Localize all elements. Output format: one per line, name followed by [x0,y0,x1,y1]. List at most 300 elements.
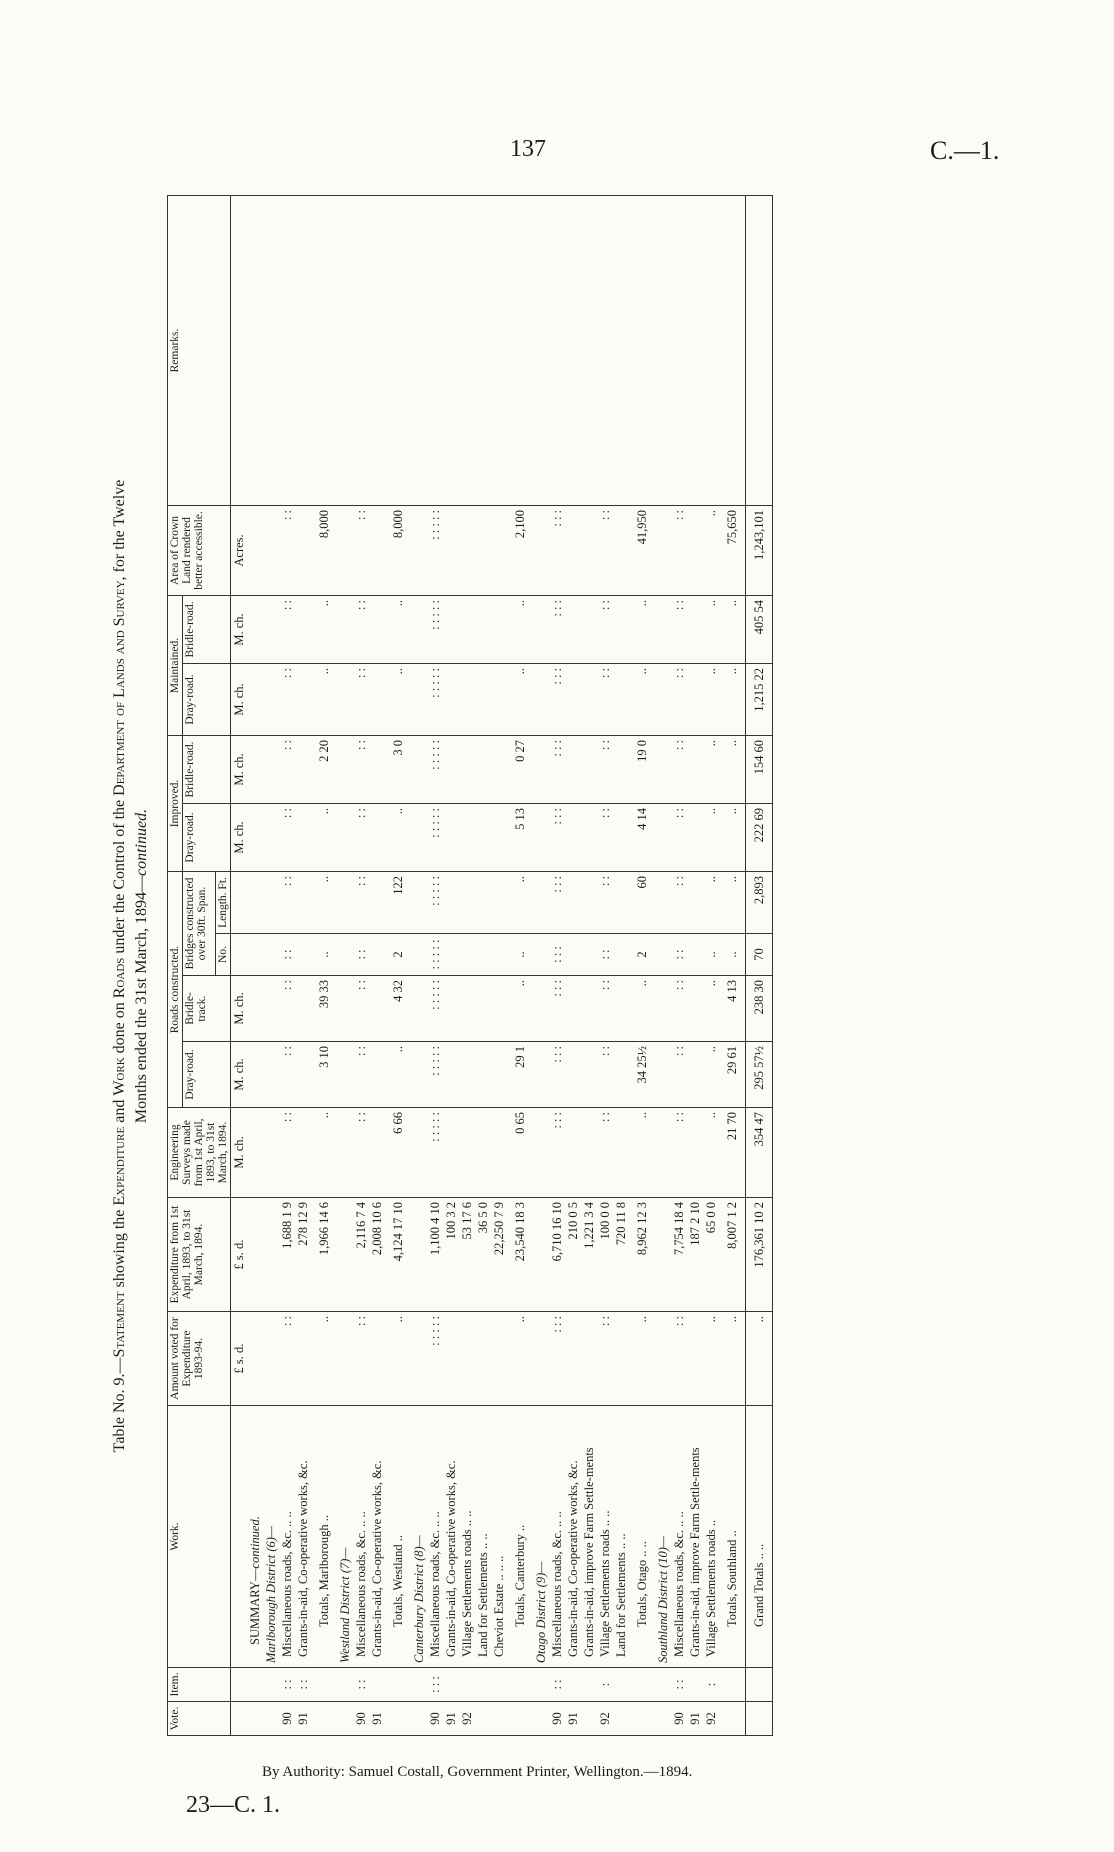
cell-work: Village Settlements roads .. .. [459,1406,475,1668]
cell-id: 4 14 [629,803,655,871]
cell-mb: : : [353,595,369,663]
cell-ar [443,505,459,595]
cell-exp: 53 17 6 [459,1198,475,1312]
cell-empty [411,976,427,1042]
cell-vote [491,1702,507,1736]
cell-md: : : : [549,663,565,735]
cell-amount: : : [353,1312,369,1406]
cell-remarks [687,195,703,505]
cell-cd [443,1042,459,1108]
cell-bn: .. [507,934,533,976]
cell-ib: .. [703,735,719,803]
cell-empty [247,195,263,505]
cell-empty [533,1042,549,1108]
cell-remarks [746,195,773,505]
cell-vote [613,1702,629,1736]
cell-id [687,803,703,871]
header-surveys: Engineering Surveys made from 1st April, 1893, to 31st March, 1894. [168,1108,231,1198]
cell-surv [565,1108,581,1198]
cell-empty [411,505,427,595]
cell-amount [459,1312,475,1406]
cell-item [475,1668,491,1702]
title-department: Department of Lands and Survey [111,580,128,796]
cell-id [565,803,581,871]
unit-amount: £ s. d. [231,1312,248,1406]
cell-md: : : : : : [427,663,443,735]
cell-cb: .. [507,976,533,1042]
district-heading: Otago District (9)— [533,1406,549,1668]
cell-bn: 2 [385,934,411,976]
imprint-line: By Authority: Samuel Costall, Government Printer, Wellington.—1894. [262,1764,693,1780]
sheet-mark: 23—C. 1. [186,1792,281,1818]
cell-work: Miscellaneous roads, &c. .. .. [353,1406,369,1668]
cell-exp: 36 5 0 [475,1198,491,1312]
cell-surv [613,1108,629,1198]
cell-ib: .. [719,735,746,803]
cell-empty [247,1668,263,1702]
cell-item [507,1668,533,1702]
cell-exp: 4,124 17 10 [385,1198,411,1312]
cell-vote: 90 [427,1702,443,1736]
cell-mb [565,595,581,663]
cell-ar: 2,100 [507,505,533,595]
cell-mb: .. [719,595,746,663]
table-row [443,195,459,1735]
cell-empty [655,803,671,871]
cell-bn: .. [703,934,719,976]
unit-constructed-bridle: M. ch. [231,976,248,1042]
cell-empty [263,1108,279,1198]
cell-amount [443,1312,459,1406]
table-row [427,195,443,1735]
cell-cd: 29 61 [719,1042,746,1108]
cell-vote [507,1702,533,1736]
cell-item [311,1668,337,1702]
cell-item [581,1668,597,1702]
cell-surv [295,1108,311,1198]
cell-bn [687,934,703,976]
table-row [295,195,311,1735]
cell-item: : [703,1668,719,1702]
summary-heading [247,1406,263,1668]
cell-cb [581,976,597,1042]
cell-cb: : : : [549,976,565,1042]
cell-exp: 23,540 18 3 [507,1198,533,1312]
cell-mb: : : [279,595,295,663]
cell-empty [411,663,427,735]
unit-constructed-dray: M. ch. [231,1042,248,1108]
cell-id: : : [353,803,369,871]
cell-vote: 90 [279,1702,295,1736]
cell-empty [411,871,427,933]
cell-surv: .. [703,1108,719,1198]
cell-bl [491,871,507,933]
cell-empty [337,195,353,505]
cell-bn [581,934,597,976]
cell-empty [655,1198,671,1312]
cell-cd: : : [279,1042,295,1108]
cell-remarks [703,195,719,505]
cell-cd: : : : : : [427,1042,443,1108]
total-row [629,195,655,1735]
cell-cb [295,976,311,1042]
cell-empty [411,934,427,976]
cell-empty [655,505,671,595]
unit-maintained-dray: M. ch. [231,663,248,735]
cell-surv: : : : [549,1108,565,1198]
cell-remarks [443,195,459,505]
header-constructed-dray-road: Dray-road. [183,1042,231,1108]
table-row [671,195,687,1735]
cell-vote [581,1702,597,1736]
cell-remarks [581,195,597,505]
cell-cd: : : [671,1042,687,1108]
cell-bl: : : : : : [427,871,443,933]
cell-id: : : : : : [427,803,443,871]
cell-amount [369,1312,385,1406]
cell-amount: .. [311,1312,337,1406]
cell-empty [533,871,549,933]
cell-bl: .. [311,871,337,933]
header-amount-voted: Amount voted for Expenditure 1893-94. [168,1312,231,1406]
table-row [279,195,295,1735]
cell-md [687,663,703,735]
rotated-table-block [105,196,927,1736]
table-row [491,195,507,1735]
cell-bl: .. [703,871,719,933]
cell-empty [655,735,671,803]
cell-empty [533,1668,549,1702]
cell-exp: 720 11 8 [613,1198,629,1312]
cell-mb [581,595,597,663]
header-item: Item. [168,1668,231,1702]
header-vote: Vote. [168,1702,231,1736]
cell-amount [565,1312,581,1406]
cell-cd: : : : [549,1042,565,1108]
cell-vote: 91 [295,1702,311,1736]
cell-bn [295,934,311,976]
cell-cd [459,1042,475,1108]
cell-empty [263,871,279,933]
cell-mb [491,595,507,663]
cell-cd: .. [385,1042,411,1108]
cell-bl [687,871,703,933]
cell-empty [247,1042,263,1108]
cell-empty [247,1108,263,1198]
cell-empty [337,976,353,1042]
cell-id: .. [385,803,411,871]
cell-bl: : : [353,871,369,933]
cell-md: : : [279,663,295,735]
header-work: Work. [168,1406,231,1668]
cell-item [613,1668,629,1702]
cell-empty [655,934,671,976]
cell-amount [475,1312,491,1406]
cell-amount: .. [507,1312,533,1406]
district-heading: Westland District (7)— [337,1406,353,1668]
cell-vote: 91 [565,1702,581,1736]
cell-amount [295,1312,311,1406]
header-improved: Improved. [168,735,183,871]
cell-bn [565,934,581,976]
cell-work: Miscellaneous roads, &c. .. .. [549,1406,565,1668]
district-heading: Southland District (10)— [655,1406,671,1668]
cell-remarks [279,195,295,505]
cell-ar [491,505,507,595]
table-row [597,195,613,1735]
cell-id [613,803,629,871]
cell-work: Village Settlements roads .. [703,1406,719,1668]
cell-item [629,1668,655,1702]
cell-bl: : : : [549,871,565,933]
cell-id [295,803,311,871]
cell-empty [533,803,549,871]
cell-work: Grants-in-aid, Co-operative works, &c. [369,1406,385,1668]
cell-mb: .. [311,595,337,663]
cell-bn [491,934,507,976]
cell-ar: : : [671,505,687,595]
cell-mb [687,595,703,663]
title-p4: under the Control of the [111,795,128,958]
cell-md: : : [597,663,613,735]
cell-empty [533,934,549,976]
cell-exp: 100 0 0 [597,1198,613,1312]
cell-ib: 19 0 [629,735,655,803]
cell-ar: 41,950 [629,505,655,595]
cell-empty [247,595,263,663]
cell-bn: : : [597,934,613,976]
table-row [369,195,385,1735]
cell-cd [491,1042,507,1108]
cell-md [565,663,581,735]
cell-mb [475,595,491,663]
cell-cb [613,976,629,1042]
title-p3: done on [111,998,128,1058]
cell-empty [247,1702,263,1736]
cell-id [443,803,459,871]
cell-remarks [491,195,507,505]
table-row [565,195,581,1735]
header-bridges-length: Length. Ft. [216,871,231,933]
cell-surv: : : : : : [427,1108,443,1198]
cell-exp: 65 0 0 [703,1198,719,1312]
cell-exp: 1,966 14 6 [311,1198,337,1312]
cell-work: Grants-in-aid, Co-operative works, &c. [443,1406,459,1668]
table-row [353,195,369,1735]
cell-empty [411,803,427,871]
cell-remarks [311,195,337,505]
cell-surv: : : [353,1108,369,1198]
cell-id [491,803,507,871]
district-row [263,195,279,1735]
cell-empty [337,735,353,803]
cell-ib [443,735,459,803]
title-expenditure: Expenditure [111,1126,128,1206]
cell-empty [263,505,279,595]
cell-vote [719,1702,746,1736]
cell-exp: 7,754 18 4 [671,1198,687,1312]
cell-empty [533,1312,549,1406]
cell-md [613,663,629,735]
cell-item: : : [353,1668,369,1702]
cell-cd [475,1042,491,1108]
cell-mb: .. [385,595,411,663]
cell-work: Totals, Canterbury .. [507,1406,533,1668]
unit-expenditure: £ s. d. [231,1198,248,1312]
cell-exp: 176,361 10 2 [746,1198,773,1312]
cell-remarks [597,195,613,505]
cell-cd [369,1042,385,1108]
cell-empty [263,663,279,735]
cell-md [581,663,597,735]
units-row [231,195,248,1735]
cell-empty [337,934,353,976]
cell-empty [337,1198,353,1312]
cell-md: : : [671,663,687,735]
cell-bl [459,871,475,933]
cell-exp: 22,250 7 9 [491,1198,507,1312]
cell-mb [369,595,385,663]
summary-continued: continued. [248,1516,262,1569]
title-work: Work [111,1057,128,1096]
cell-id: .. [311,803,337,871]
cell-ar: : : [353,505,369,595]
cell-amount: .. [719,1312,746,1406]
cell-empty [533,976,549,1042]
cell-vote: 92 [703,1702,719,1736]
cell-vote: 92 [459,1702,475,1736]
cell-work: Totals, Westland .. [385,1406,411,1668]
cell-ib: 0 27 [507,735,533,803]
cell-md [491,663,507,735]
cell-amount: .. [629,1312,655,1406]
cell-empty [263,1042,279,1108]
cell-vote: 90 [549,1702,565,1736]
cell-ar [565,505,581,595]
unit-surveys: M. ch. [231,1108,248,1198]
cell-bn: .. [311,934,337,976]
table-row [613,195,629,1735]
cell-id: : : [279,803,295,871]
cell-bn [369,934,385,976]
cell-bn: 2 [629,934,655,976]
cell-item [719,1668,746,1702]
cell-amount [687,1312,703,1406]
cell-bn [443,934,459,976]
cell-empty [411,1702,427,1736]
cell-cb: : : [279,976,295,1042]
cell-amount: .. [746,1312,773,1406]
cell-empty [655,663,671,735]
cell-empty [263,976,279,1042]
cell-id: .. [719,803,746,871]
cell-ar: 8,000 [385,505,411,595]
summary-label: SUMMARY— [248,1568,262,1645]
cell-cb: 238 30 [746,976,773,1042]
cell-empty [411,1042,427,1108]
cell-empty [337,505,353,595]
document-code: C.—1. [930,136,1000,165]
cell-bl [613,871,629,933]
cell-vote [746,1702,773,1736]
cell-mb: : : : : : [427,595,443,663]
cell-md: 1,215 22 [746,663,773,735]
district-row [411,195,427,1735]
cell-item: : : : [427,1668,443,1702]
cell-ib [581,735,597,803]
cell-surv [475,1108,491,1198]
cell-work: Land for Settlements .. .. [475,1406,491,1668]
cell-ib: 154 60 [746,735,773,803]
cell-id [369,803,385,871]
cell-mb: 405 54 [746,595,773,663]
cell-amount: .. [385,1312,411,1406]
cell-surv [369,1108,385,1198]
cell-bl: : : [279,871,295,933]
cell-ib: : : : [549,735,565,803]
cell-surv: 21 70 [719,1108,746,1198]
total-row [311,195,337,1735]
cell-empty [263,1668,279,1702]
header-remarks: Remarks. [168,195,231,505]
header-constructed-bridle-track: Bridle-track. [183,976,231,1042]
cell-bn: : : [353,934,369,976]
cell-md: : : [353,663,369,735]
cell-bl [475,871,491,933]
cell-vote: 91 [687,1702,703,1736]
header-bridges-no: No. [216,934,231,976]
cell-empty [655,1312,671,1406]
cell-vote [629,1702,655,1736]
cell-cd: 295 57½ [746,1042,773,1108]
header-maintained: Maintained. [168,595,183,735]
cell-empty [411,1312,427,1406]
cell-empty [655,1108,671,1198]
cell-work: Totals, Marlborough .. [311,1406,337,1668]
cell-item: : : [295,1668,311,1702]
cell-empty [655,595,671,663]
header-roads-constructed: Roads constructed. [168,871,183,1107]
cell-ar [475,505,491,595]
cell-ar [295,505,311,595]
cell-id: : : [597,803,613,871]
page-number: 137 [510,136,546,162]
cell-vote [311,1702,337,1736]
cell-ib [687,735,703,803]
table-row [703,195,719,1735]
cell-surv: .. [629,1108,655,1198]
cell-empty [247,803,263,871]
cell-empty [337,1702,353,1736]
cell-cb: : : [597,976,613,1042]
cell-bn: : : : [549,934,565,976]
cell-surv [459,1108,475,1198]
cell-empty [533,195,549,505]
cell-bl: 122 [385,871,411,933]
cell-empty [533,505,549,595]
district-row [655,195,671,1735]
cell-id: : : : [549,803,565,871]
cell-ar: 1,243,101 [746,505,773,595]
cell-cd [581,1042,597,1108]
cell-id [475,803,491,871]
cell-empty [337,1042,353,1108]
cell-remarks [629,195,655,505]
cell-bn: : : : : : [427,934,443,976]
cell-empty [247,1312,263,1406]
title-line2: Months ended the 31st March, 1894— [133,876,150,1124]
district-heading: Canterbury District (8)— [411,1406,427,1668]
